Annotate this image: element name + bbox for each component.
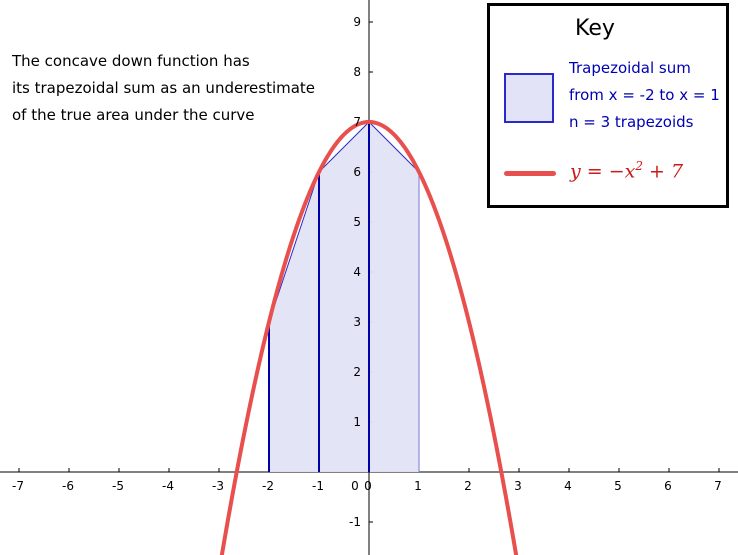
x-tick-label: 2: [464, 479, 472, 493]
x-tick-label: 6: [664, 479, 672, 493]
legend-key: [487, 3, 729, 208]
key-line: from x = -2 to x = 1: [569, 86, 720, 104]
key-line: n = 3 trapezoids: [569, 113, 694, 131]
y-tick-label: 9: [353, 15, 361, 29]
y-tick-label: -1: [349, 515, 361, 529]
x-tick-label: -4: [162, 479, 174, 493]
y-tick-label: 5: [353, 215, 361, 229]
equation-prefix: y = −x: [570, 160, 636, 183]
x-tick-label: 4: [564, 479, 572, 493]
y-tick-label: 7: [353, 115, 361, 129]
y-tick-label: 8: [353, 65, 361, 79]
x-tick-label: 7: [714, 479, 722, 493]
x-tick-label: -3: [212, 479, 224, 493]
note-line: The concave down function has: [12, 52, 250, 70]
y-tick-label: 1: [353, 415, 361, 429]
x-tick-label: 5: [614, 479, 622, 493]
y-tick-label: 3: [353, 315, 361, 329]
key-trapezoid-description: [569, 55, 720, 136]
equation-power: 2: [635, 159, 644, 173]
key-equation: [570, 159, 683, 182]
x-tick-label: -6: [62, 479, 74, 493]
explanation-note: [12, 48, 315, 129]
trapezoid-region: [269, 122, 419, 472]
y-tick-label: 4: [353, 265, 361, 279]
key-title: Key: [575, 16, 615, 41]
x-tick-label: -5: [112, 479, 124, 493]
x-tick-label: 1: [414, 479, 422, 493]
y-tick-label: 6: [353, 165, 361, 179]
curve-swatch-icon: [504, 171, 556, 176]
note-line: its trapezoidal sum as an underestimate: [12, 79, 316, 97]
x-tick-label: -7: [12, 479, 24, 493]
trapezoid-fill: [269, 122, 419, 472]
x-tick-label: 3: [514, 479, 522, 493]
equation-suffix: + 7: [643, 160, 684, 183]
x-tick-label: -2: [262, 479, 274, 493]
origin-label: 0: [351, 479, 359, 493]
note-line: of the true area under the curve: [12, 106, 255, 124]
trapezoid-swatch-icon: [504, 73, 554, 123]
x-tick-label: -1: [312, 479, 324, 493]
key-line: Trapezoidal sum: [569, 59, 691, 77]
x-tick-label: 0: [364, 479, 372, 493]
y-tick-label: 2: [353, 365, 361, 379]
